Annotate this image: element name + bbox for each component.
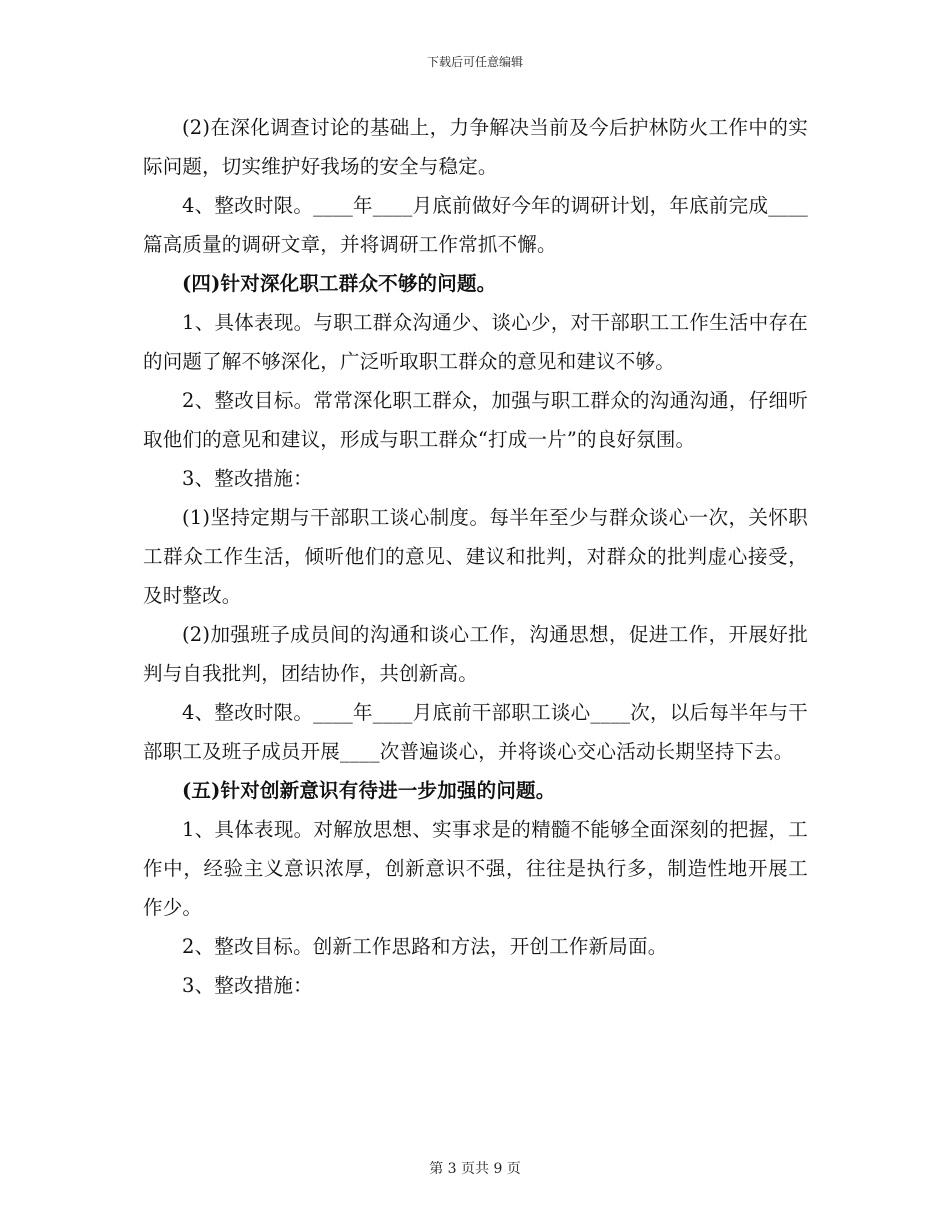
section-heading-4: (四)针对深化职工群众不够的问题。 [182, 272, 497, 295]
paragraph-symptom-4: 1、具体表现。与职工群众沟通少、谈心少，对干部职工工作生活中存在的问题了解不够深化，广泛听取职工群众的意见和建议不够。 [143, 311, 808, 373]
paragraph-measure-2: (2)在深化调查讨论的基础上，力争解决当前及今后护林防火工作中的实际问题，切实维护好我场的安全与稳定。 [143, 116, 808, 178]
paragraph-symptom-5: 1、具体表现。对解放思想、实事求是的精髓不能够全面深刻的把握，工作中，经验主义意识浓厚，创新意识不强，往往是执行多，制造性地开展工作少。 [143, 818, 808, 919]
paragraph-measure-4-1: (1)坚持定期与干部职工谈心制度。每半年至少与群众谈心一次，关怀职工群众工作生活，倾听他们的意见、建议和批判，对群众的批判虚心接受，及时整改。 [143, 506, 808, 607]
document-body [143, 108, 808, 1005]
paragraph-goal-5: 2、整改目标。创新工作思路和方法，开创工作新局面。 [182, 935, 668, 958]
paragraph-deadline-research: 4、整改时限。____年____月底前做好今年的调研计划，年底前完成____篇高质量的调研文章，并将调研工作常抓不懈。 [143, 194, 808, 256]
page-header: 下载后可任意编辑 [426, 55, 523, 69]
page-footer: 第 3 页共 9 页 [429, 1161, 521, 1177]
paragraph-measures-label-5: 3、整改措施： [182, 974, 313, 997]
paragraph-goal-4: 2、整改目标。常常深化职工群众，加强与职工群众的沟通沟通，仔细听取他们的意见和建议，形成与职工群众“打成一片”的良好氛围。 [143, 389, 808, 451]
paragraph-measures-label-4: 3、整改措施： [182, 467, 313, 490]
paragraph-measure-4-2: (2)加强班子成员间的沟通和谈心工作，沟通思想，促进工作，开展好批判与自我批判，团结协作，共创新高。 [143, 623, 808, 685]
section-heading-5: (五)针对创新意识有待进一步加强的问题。 [182, 779, 556, 802]
paragraph-deadline-4: 4、整改时限。____年____月底前干部职工谈心____次，以后每半年与干部职工及班子成员开展____次普遍谈心，并将谈心交心活动长期坚持下去。 [143, 701, 808, 763]
